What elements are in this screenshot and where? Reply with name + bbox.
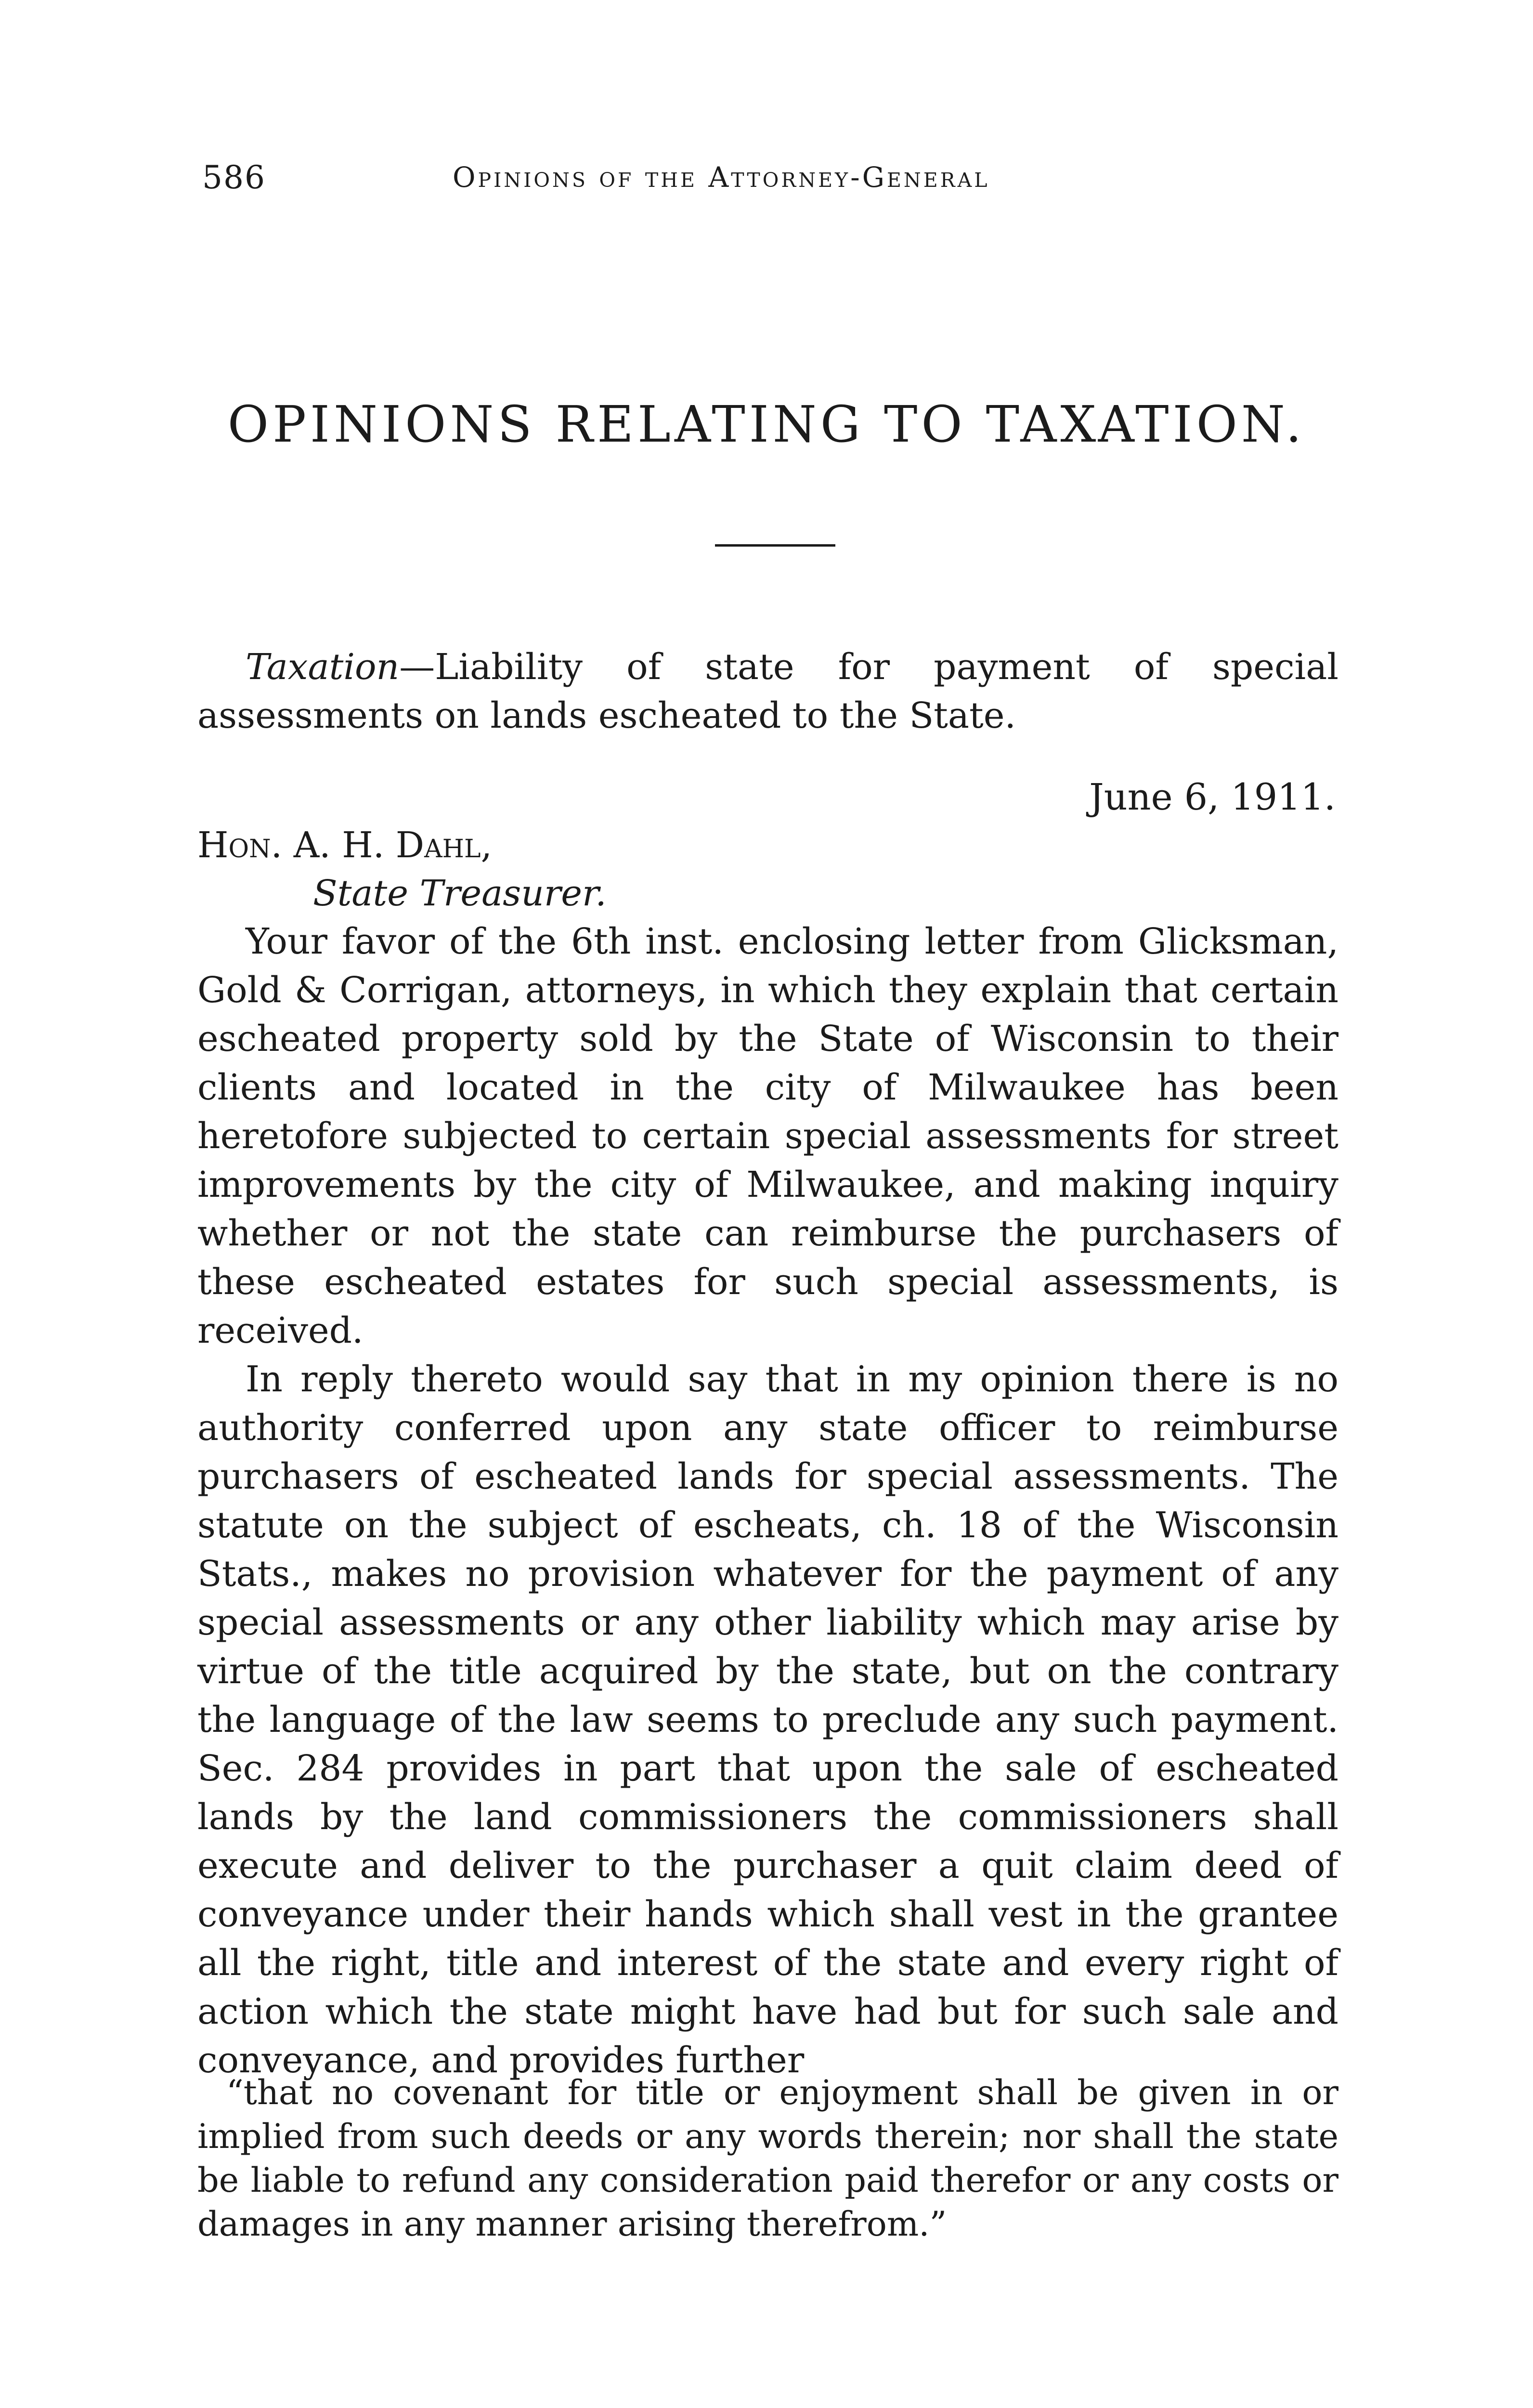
headnote-topic: Taxation: [246, 646, 400, 688]
letter-paragraph-1: Your favor of the 6th inst. enclosing letter from Glicksman, Gold & Corrigan, attorneys, in which they explain that certain escheated property sold by the State of Wisconsin to their clients and located in the city of Milwaukee has been heretofore subjected to certain special assessments for street improvements by the city of Milwaukee, and making inquiry whether or not the state can reimburse the purchasers of these escheated estates for such special assessments, is received.: [197, 921, 1338, 1351]
page-number: 586: [202, 159, 266, 196]
headnote-text: —Liability of state for payment of special assessments on lands escheated to the State.: [197, 646, 1338, 736]
letter-date: June 6, 1911.: [1089, 775, 1336, 818]
addressee-office: State Treasurer.: [313, 873, 607, 914]
addressee-block: [197, 821, 607, 917]
section-title: OPINIONS RELATING TO TAXATION.: [227, 395, 1306, 454]
letter-paragraph-2: In reply thereto would say that in my opinion there is no authority conferred upon any state officer to reimburse purchasers of escheated lands for special assessments. The statute on the subject of escheats, ch. 18 of the Wisconsin Stats., makes no provision whatever for the payment of any special assessments or any other liability which may arise by virtue of the title acquired by the state, but on the contrary the language of the law seems to preclude any such payment. Sec. 284 provides in part that upon the sale of escheated lands by the land commissioners the commissioners shall execute and deliver to the purchaser a quit claim deed of conveyance under their hands which shall vest in the grantee all the right, title and interest of the state and every right of action which the state might have had but for such sale and conveyance, and provides further: [197, 1359, 1338, 2081]
addressee-name: Hon. A. H. Dahl,: [197, 824, 493, 866]
title-divider: [715, 544, 835, 547]
running-title: Opinions of the Attorney-General: [453, 161, 990, 194]
statute-quotation: “that no covenant for title or enjoyment shall be given in or implied from such deeds or any words therein; nor shall the state be liable to refund any consideration paid therefor or any costs or damages in any manner arising therefrom.”: [197, 2073, 1338, 2244]
headnote: [197, 643, 1338, 740]
running-head: [202, 159, 1331, 202]
letter-body: [197, 917, 1338, 2085]
